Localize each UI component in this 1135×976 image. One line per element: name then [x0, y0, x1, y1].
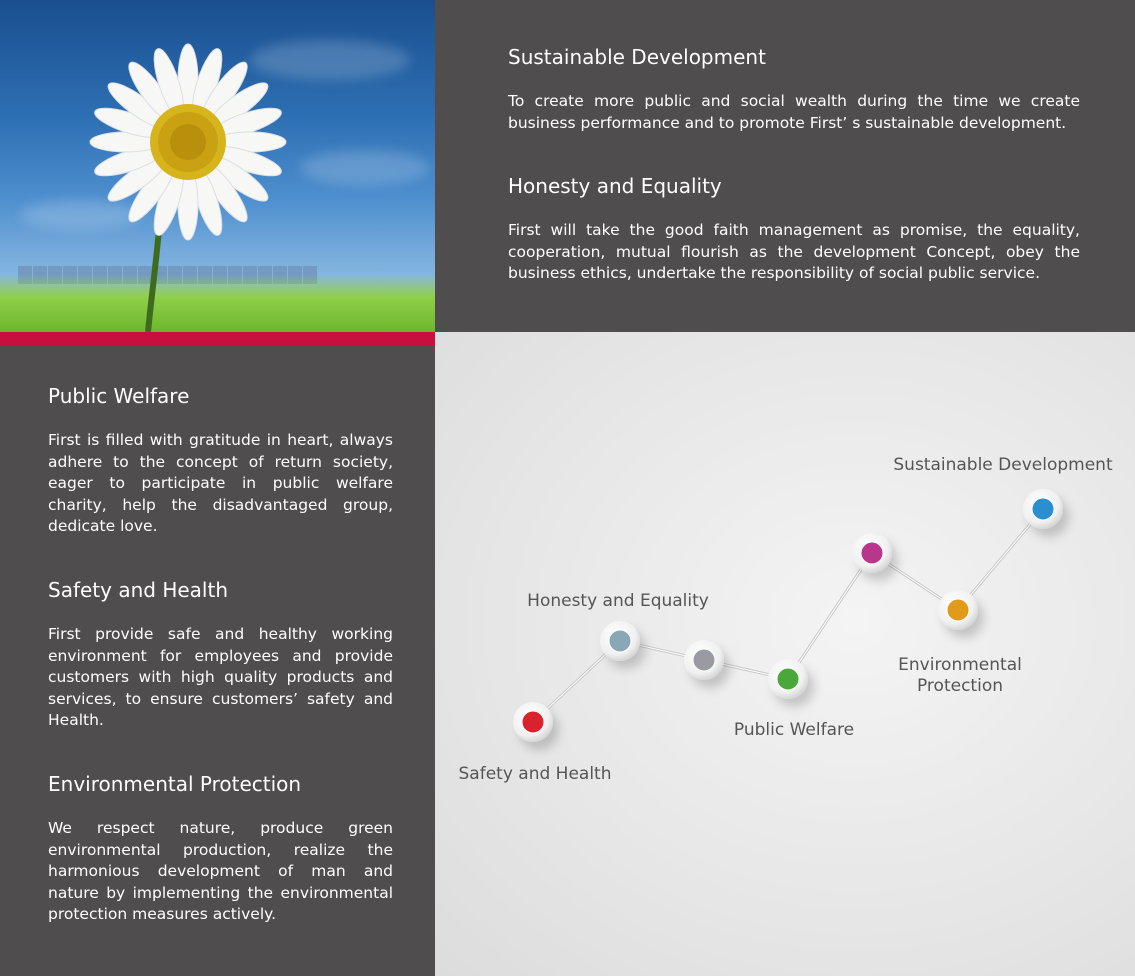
- node-neutral: [684, 640, 724, 680]
- node-welfare: [768, 659, 808, 699]
- section-body: We respect nature, produce green environmental production, realize the harmonious development of man and nature by implementing the environmental protection measures actively.: [48, 819, 393, 923]
- section-body: First provide safe and healthy working environment for employees and provide customers with high quality products and services, to ensure customers’ safety and Health.: [48, 625, 393, 729]
- label-sustainable: Sustainable Development: [893, 455, 1113, 475]
- label-welfare: Public Welfare: [733, 720, 855, 740]
- label-safety: Safety and Health: [458, 764, 612, 784]
- section-title: Sustainable Development: [508, 45, 766, 69]
- section-title: Public Welfare: [48, 384, 190, 408]
- label-environment-line2: Protection: [916, 676, 1004, 696]
- section-body: First will take the good faith management as promise, the equality, cooperation, mutual flourish as the development Concept, obey the business ethics, undertake the responsibility of social public service.: [508, 221, 1080, 282]
- node-safety: [513, 702, 553, 742]
- node-honesty: [600, 621, 640, 661]
- label-honesty: Honesty and Equality: [527, 591, 709, 611]
- section-title: Honesty and Equality: [508, 174, 722, 198]
- section-title: Safety and Health: [48, 578, 228, 602]
- node-pink: [852, 533, 892, 573]
- section-body: First is filled with gratitude in heart, always adhere to the concept of return society, eager to participate in public welfare charity, help the disadvantaged group, dedicate love.: [48, 431, 393, 535]
- node-sustainable: [1023, 489, 1063, 529]
- section-title: Environmental Protection: [48, 772, 302, 796]
- node-environment: [938, 590, 978, 630]
- section-body: To create more public and social wealth during the time we create business performance and to promote First’ s sustainable development.: [508, 92, 1080, 132]
- label-environment-line1: Environmental: [898, 655, 1022, 675]
